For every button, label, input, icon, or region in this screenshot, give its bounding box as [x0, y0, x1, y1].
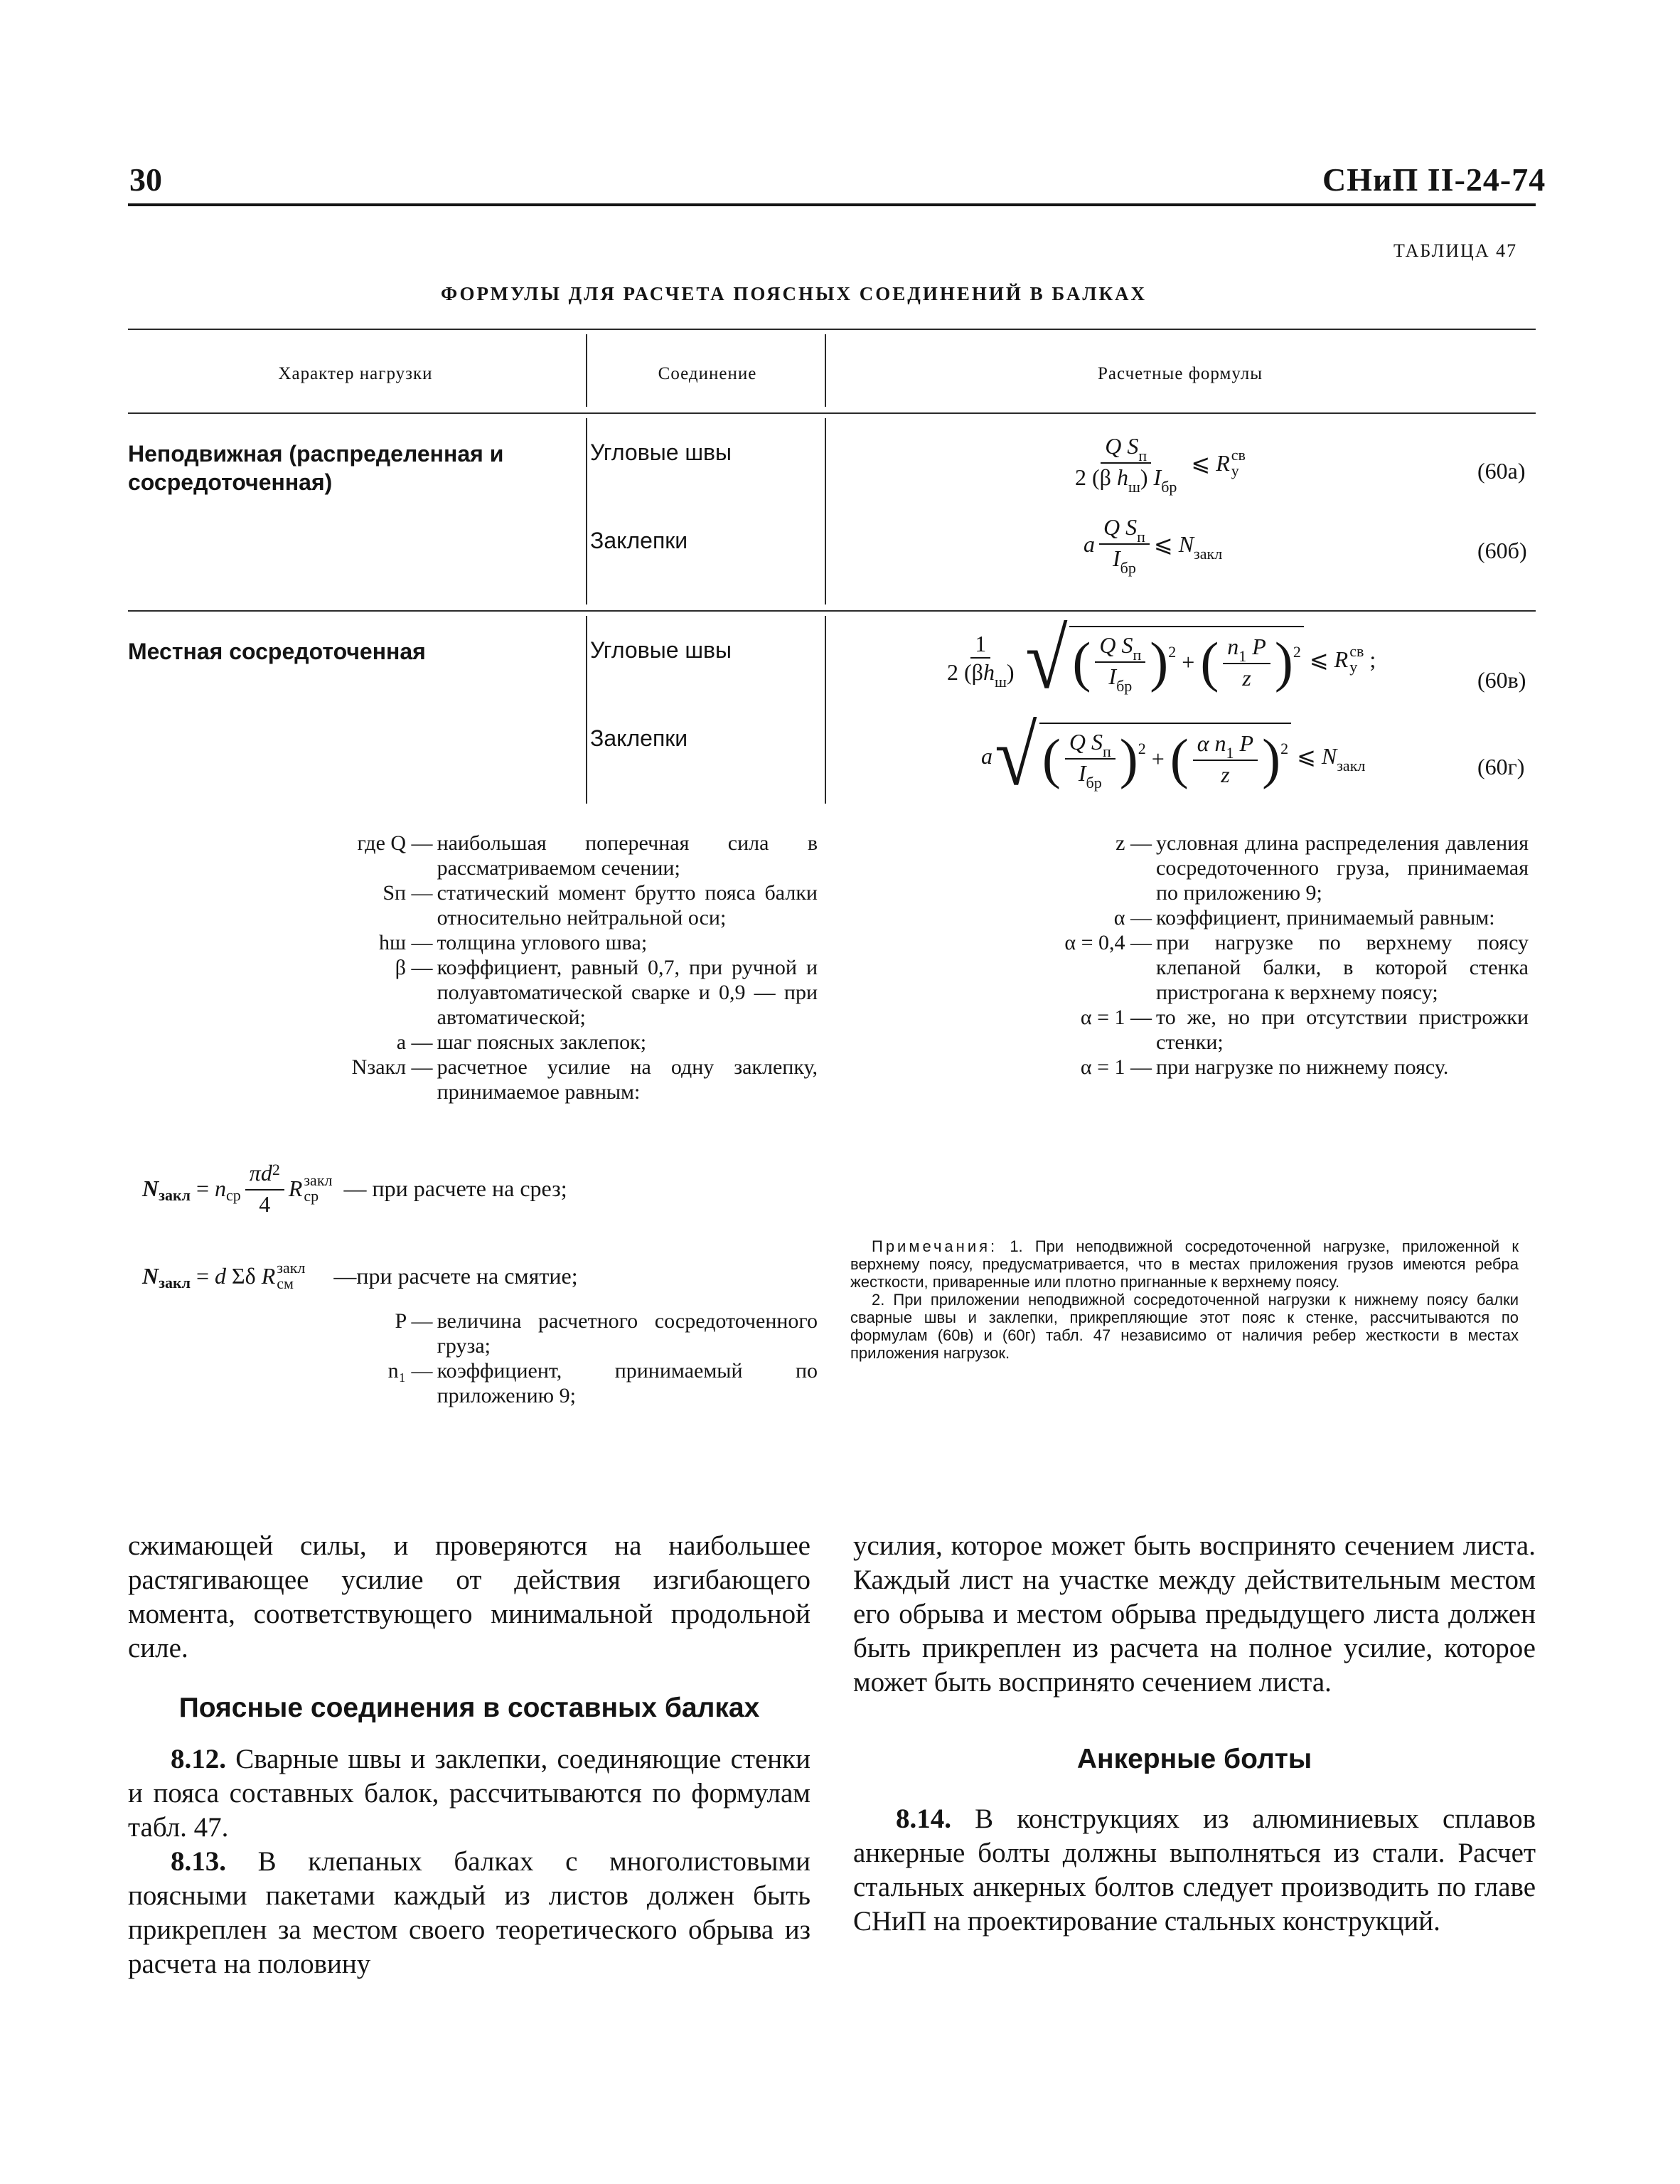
body-right-column — [853, 1529, 1536, 1939]
formula-60b: a $\frac{Q S_п}{I_{бр}}$ ⩽ $N_{закл}$ — [1084, 514, 1223, 577]
table-cell-connection: Заклепки — [590, 725, 688, 751]
table-header-rule — [128, 412, 1536, 414]
formula-n-shear: N закл = n ср $\frac{\pi d^2}{4}$ R закл ср — при расчете на срез; — [142, 1160, 567, 1217]
column-header-connection: Соединение — [658, 364, 757, 383]
legend-item: P — величина расчетного сосредоточенного груза; — [395, 1309, 818, 1358]
table-label: ТАБЛИЦА 47 — [1393, 240, 1518, 261]
legend-left-tail — [313, 1309, 818, 1408]
legend-item: a — шаг поясных заклепок; — [396, 1030, 647, 1054]
table-title: ФОРМУЛЫ ДЛЯ РАСЧЕТА ПОЯСНЫХ СОЕДИНЕНИЙ В БАЛКАХ — [441, 283, 1147, 304]
paragraph: сжимающей силы, и проверяются на наибольшее растягивающее усилие от действия изгибающего момента, соответствующего минимальной продольной силе. — [128, 1530, 810, 1663]
legend-item: n₁ — коэффициент, принимаемый по приложению 9; — [387, 1359, 818, 1407]
section-heading: Анкерные болты — [1076, 1744, 1312, 1774]
header-rule — [128, 203, 1536, 206]
section-heading: Поясные соединения в составных балках — [178, 1693, 760, 1723]
legend-item: hш — толщина углового шва; — [378, 931, 648, 954]
formula-n-bearing: N закл = d Σδ R закл см —при расчете на смятие; — [142, 1259, 578, 1292]
col-divider — [586, 418, 587, 604]
legend-item: Nзакл — расчетное усилие на одну заклепку, принимаемое равным: — [351, 1055, 818, 1104]
equation-number: (60б) — [1477, 538, 1527, 563]
table-cell-connection: Угловые швы — [590, 440, 732, 465]
equation-number: (60а) — [1477, 458, 1526, 484]
page-number: 30 — [129, 161, 162, 198]
equation-number: (60г) — [1477, 754, 1525, 779]
col-divider — [825, 616, 826, 804]
equation-number: (60в) — [1477, 667, 1526, 693]
legend-item: α = 1 — при нагрузке по нижнему поясу. — [1080, 1055, 1449, 1079]
note-2: 2. При приложении неподвижной сосредоточенной нагрузки к нижнему поясу балки сварные швы и заклепки, прикрепляющие этот пояс к стенке, рассчитываются по формулам (60в) и (60г) табл. 47 независимо от наличия ребер жесткости в местах приложения нагрузок. — [850, 1291, 1519, 1362]
legend-item: α — коэффициент, принимаемый равным: — [1113, 906, 1495, 929]
col-divider — [825, 418, 826, 604]
legend-item: z — условная длина распределения давления сосредоточенного груза, принимаемая по приложению 9; — [1115, 831, 1529, 905]
legend-item: где Q — наибольшая поперечная сила в рассматриваемом сечении; — [357, 831, 818, 880]
legend-right — [889, 831, 1529, 1080]
formula-60a: $\frac{Q S_п}{2 (\beta h_ш) I_{бр}}$ ⩽ R св у — [1075, 433, 1246, 496]
table-row-divider — [128, 610, 1536, 612]
table-cell-connection: Заклепки — [590, 528, 688, 553]
legend-item: α = 0,4 — при нагрузке по верхнему поясу клепаной балки, в которой стенка пристрогана к верхнему поясу; — [1064, 931, 1529, 1004]
legend-item: β — коэффициент, равный 0,7, при ручной и полуавтоматической сварке и 0,9 — при автоматической; — [395, 956, 818, 1029]
legend-item: Sп — статический момент брутто пояса балки относительно нейтральной оси; — [382, 881, 818, 929]
body-left-column — [128, 1529, 810, 1981]
legend-left — [313, 831, 818, 1104]
table-cell-connection: Угловые швы — [590, 637, 732, 663]
column-header-formulas: Расчетные формулы — [1097, 364, 1263, 383]
table-cell-load: Местная сосредоточенная — [128, 639, 426, 664]
paragraph-8-13: 8.13. В клепаных балках с многолистовыми поясными пакетами каждый из листов должен быть прикреплен за местом своего теоретического обрыва из расчета на половину — [128, 1846, 811, 1979]
table-cell-load: Неподвижная (распределенная и сосредоточенная) — [128, 441, 504, 495]
column-header-load: Характер нагрузки — [278, 364, 433, 383]
formula-60v: $\frac{1}{2 (\beta h_ш)}$ √ ( $\frac{Q S_п}{I_{бр}}$ ) 2 + ( $\frac{n_1 P}{z}$ ) 2 ⩽ R св у ; — [947, 612, 1376, 706]
col-divider — [586, 334, 587, 407]
document-code: СНиП II-24-74 — [1322, 161, 1546, 198]
table-top-rule — [128, 329, 1536, 330]
paragraph-8-14: 8.14. В конструкциях из алюминиевых сплавов анкерные болты должны выполняться из стали. Расчет стальных анкерных болтов следует производить по главе СНиП на проектирование стальных конструкций. — [853, 1804, 1536, 1937]
table-notes — [850, 1237, 1519, 1362]
paragraph: усилия, которое может быть воспринято сечением листа. Каждый лист на участке между действительным местом его обрыва и местом обрыва предыдущего листа должен быть прикреплен из расчета на полное усилие, которое может быть воспринято сечением листа. — [853, 1530, 1536, 1698]
col-divider — [586, 616, 587, 804]
formula-60g: a √ ( $\frac{Q S_п}{I_{бр}}$ ) 2 + ( $\frac{\alpha n_1 P}{z}$ ) 2 ⩽ $N_{закл}$ — [981, 708, 1366, 803]
col-divider — [825, 334, 826, 407]
note-1: Примечания: 1. При неподвижной сосредоточенной нагрузке, приложенной к верхнему поясу, предусматривается, что в местах приложения грузов имеются ребра жесткости, приваренные или плотно пригнанные к верхнему поясу. — [850, 1237, 1519, 1291]
legend-item: α = 1 — то же, но при отсутствии пристрожки стенки; — [1080, 1006, 1529, 1054]
paragraph-8-12: 8.12. Сварные швы и заклепки, соединяющие стенки и пояса составных балок, рассчитываются по формулам табл. 47. — [128, 1744, 811, 1843]
